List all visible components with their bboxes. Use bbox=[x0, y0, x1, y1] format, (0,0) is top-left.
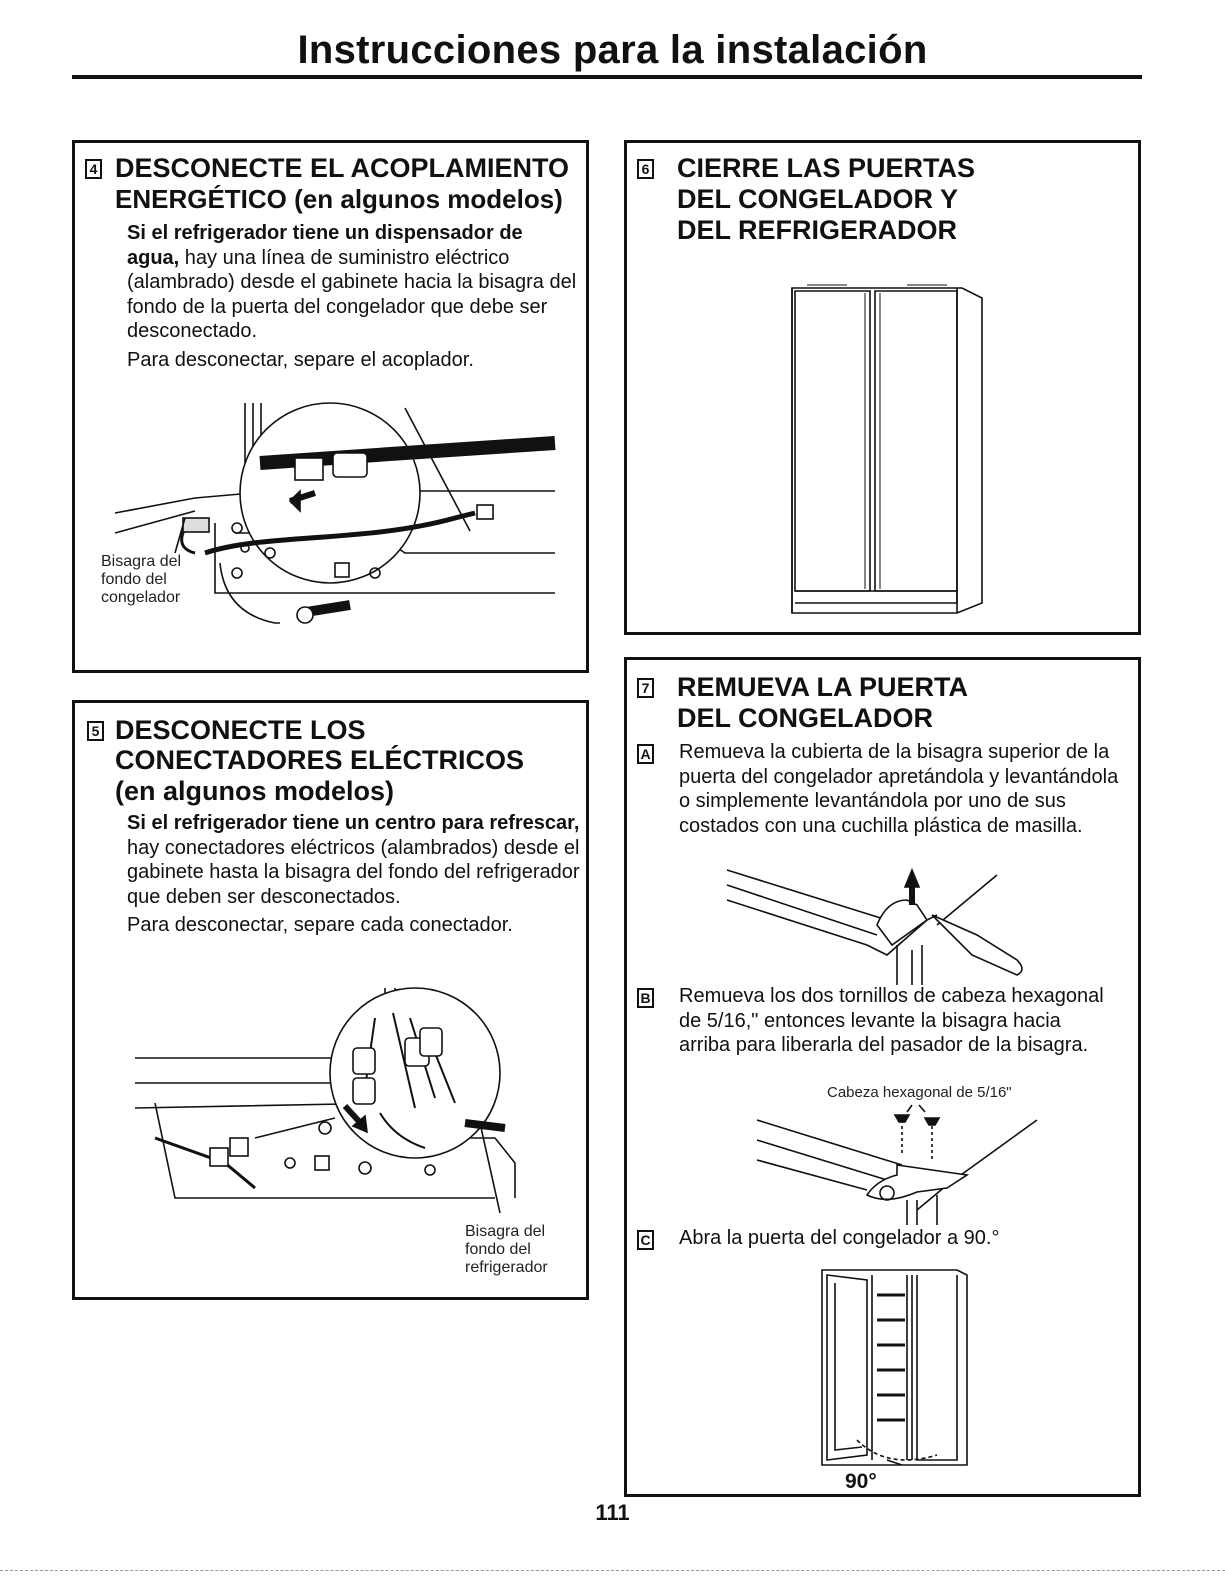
step-6-box bbox=[624, 140, 1141, 635]
step-7b-text: Remueva los dos tornillos de cabeza hexagonal de 5/16," entonces levante la bisagra hacia arriba para liberarla del pasador de la bisagra. bbox=[679, 985, 1104, 1056]
step-5-body-text: hay conectadores eléctricos (alambrados) desde el gabinete hasta la bisagra del fondo del refrigerador que deben ser desconectados. bbox=[127, 836, 580, 908]
step-5-box bbox=[72, 700, 589, 1300]
step-7-heading-line1: REMUEVA LA PUERTA bbox=[677, 672, 969, 702]
step-4-box bbox=[72, 140, 589, 673]
step-5-label-line1: Bisagra del bbox=[465, 1223, 546, 1240]
step-7c-angle-label: 90° bbox=[845, 1470, 877, 1493]
step-4-body bbox=[127, 221, 577, 374]
step-5-body bbox=[127, 811, 582, 940]
step-5-hinge-label bbox=[465, 1223, 548, 1277]
step-5-heading-line2: CONECTADORES ELÉCTRICOS bbox=[115, 745, 525, 775]
step-7c-open-door-illustration bbox=[807, 1265, 977, 1475]
step-5-label-line2: fondo del bbox=[465, 1241, 531, 1258]
step-4-label-line2: fondo del bbox=[101, 571, 167, 588]
step-7a-text: Remueva la cubierta de la bisagra superior de la puerta del congelador apretándola y levantándola o simplemente levantándola por uno de sus costados con una cuchilla plástica de masilla. bbox=[679, 741, 1119, 837]
step-4-label-line1: Bisagra del bbox=[101, 553, 182, 570]
step-7a-hinge-cover-illustration bbox=[717, 865, 1047, 985]
step-6-heading-line3: DEL REFRIGERADOR bbox=[677, 215, 958, 245]
step-7c-letter: C bbox=[637, 1230, 654, 1250]
step-7b-callout: Cabeza hexagonal de 5/16" bbox=[827, 1084, 1012, 1101]
step-5-bold-lead: Si el refrigerador tiene un centro para refrescar, bbox=[127, 812, 580, 834]
step-4-label-line3: congelador bbox=[101, 589, 181, 606]
step-4-instruction: Para desconectar, separe el acoplador. bbox=[127, 348, 474, 371]
step-7c-text: Abra la puerta del congelador a 90.° bbox=[679, 1227, 1000, 1249]
step-7a-letter: A bbox=[637, 744, 654, 764]
step-5-connector-illustration bbox=[75, 988, 586, 1228]
step-7-number: 7 bbox=[637, 678, 654, 698]
step-4-heading-line1: DESCONECTE EL ACOPLAMIENTO bbox=[115, 153, 570, 183]
step-7b-letter: B bbox=[637, 988, 654, 1008]
step-6-heading-line1: CIERRE LAS PUERTAS bbox=[677, 153, 976, 183]
bottom-rule bbox=[0, 1570, 1225, 1572]
step-4-coupler-illustration bbox=[75, 383, 586, 663]
step-5-heading-line1: DESCONECTE LOS bbox=[115, 715, 366, 745]
step-5-heading-line3: (en algunos modelos) bbox=[115, 776, 395, 806]
step-5-number: 5 bbox=[87, 721, 104, 741]
step-7-box bbox=[624, 657, 1141, 1497]
step-4-body-text: hay una línea de suministro eléctrico (alambrado) desde el gabinete hacia la bisagra del fondo de la puerta del congelador que debe ser desconectado. bbox=[127, 246, 577, 342]
step-4-bold-lead: Si el refrigerador tiene un dispensador de agua, bbox=[127, 222, 523, 269]
page-title: Instrucciones para la instalación bbox=[297, 28, 928, 72]
step-4-hinge-label bbox=[101, 553, 181, 607]
step-4-number: 4 bbox=[85, 159, 102, 179]
step-6-closed-fridge-illustration bbox=[787, 273, 987, 613]
step-7b-hinge-screws-illustration bbox=[747, 1100, 1047, 1225]
step-7-heading-line2: DEL CONGELADOR bbox=[677, 703, 934, 733]
title-rule bbox=[72, 75, 1142, 79]
step-4-heading-line2: ENERGÉTICO (en algunos modelos) bbox=[115, 184, 563, 214]
page-number: 111 bbox=[595, 1500, 630, 1525]
step-6-heading-line2: DEL CONGELADOR Y bbox=[677, 184, 959, 214]
step-5-label-line3: refrigerador bbox=[465, 1259, 548, 1276]
step-5-instruction: Para desconectar, separe cada conectador. bbox=[127, 914, 513, 936]
step-6-number: 6 bbox=[637, 159, 654, 179]
